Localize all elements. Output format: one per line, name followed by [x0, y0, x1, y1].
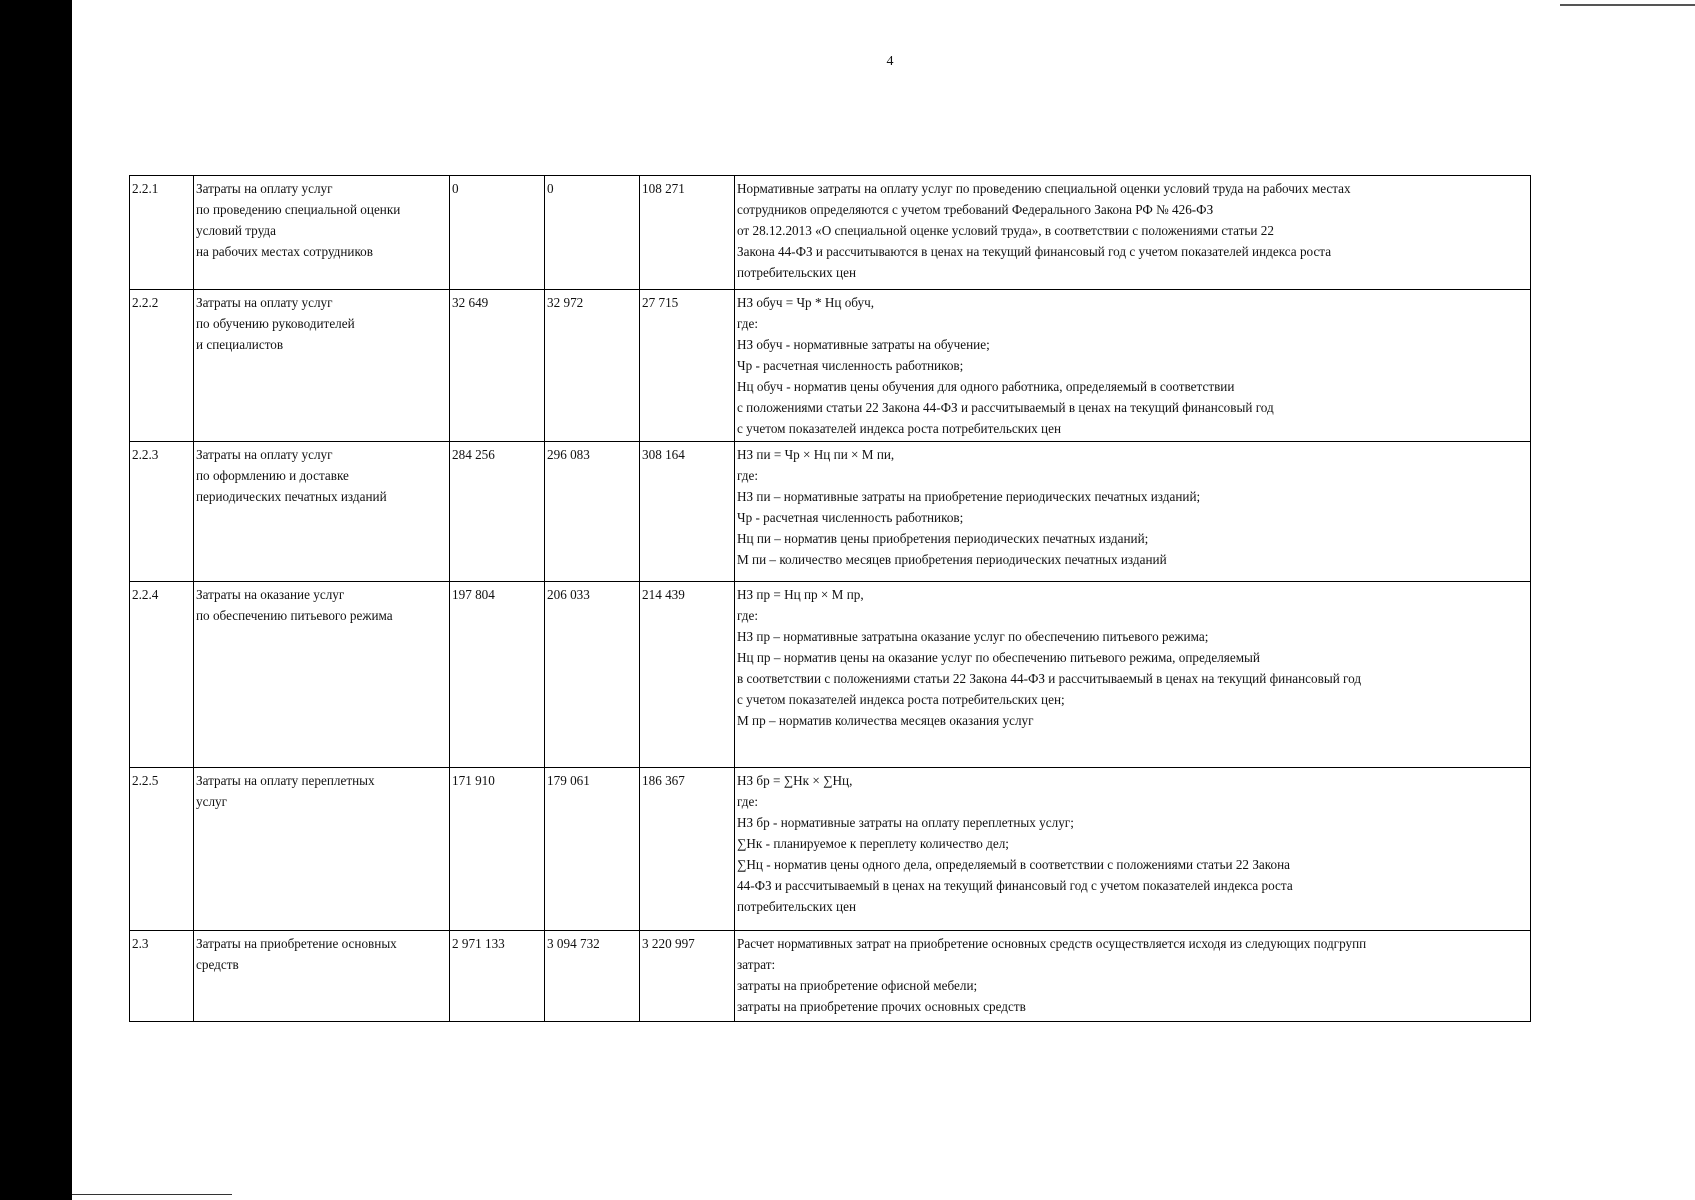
row-description-line: с учетом показателей индекса роста потребительских цен: [737, 421, 1062, 436]
scan-dark-edge: [0, 0, 72, 1200]
row-description-line: М пр – норматив количества месяцев оказания услуг: [737, 713, 1034, 728]
table-row: [130, 931, 1531, 1022]
row-description-line: затраты на приобретение прочих основных средств: [737, 999, 1026, 1014]
row-value-cell-year-3: [640, 176, 735, 290]
row-name-line: Затраты на приобретение основных: [196, 936, 397, 951]
scan-top-mark: [1560, 4, 1695, 6]
row-description-line: Нормативные затраты на оплату услуг по проведению специальной оценки условий труда на рабочих местах: [737, 181, 1351, 196]
row-code-cell: [130, 442, 194, 582]
row-description-line: Чр - расчетная численность работников;: [737, 358, 964, 373]
row-description-line: затраты на приобретение офисной мебели;: [737, 978, 978, 993]
row-code-cell: [130, 931, 194, 1022]
row-name-cell: [194, 768, 450, 931]
row-name-line: по обучению руководителей: [196, 316, 355, 331]
row-description-line: НЗ пи – нормативные затраты на приобретение периодических печатных изданий;: [737, 489, 1201, 504]
row-value: 284 256: [452, 447, 495, 462]
row-value: 32 649: [452, 295, 489, 310]
page-number: 4: [886, 54, 894, 69]
row-value: 197 804: [452, 587, 495, 602]
row-name-line: периодических печатных изданий: [196, 489, 387, 504]
row-value: 171 910: [452, 773, 495, 788]
row-description-line: от 28.12.2013 «О специальной оценке условий труда», в соответствии с положениями статьи 22: [737, 223, 1274, 238]
row-description-line: Чр - расчетная численность работников;: [737, 510, 964, 525]
row-description-line: затрат:: [737, 957, 776, 972]
row-value: 186 367: [642, 773, 685, 788]
row-value-cell-year-3: [640, 442, 735, 582]
row-value: 32 972: [547, 295, 584, 310]
row-name-line: по оформлению и доставке: [196, 468, 349, 483]
row-value: 179 061: [547, 773, 590, 788]
row-description-line: НЗ обуч - нормативные затраты на обучение;: [737, 337, 990, 352]
row-value-cell-year-1: [450, 931, 545, 1022]
row-description-line: НЗ бр - нормативные затраты на оплату переплетных услуг;: [737, 815, 1074, 830]
row-value: 0: [452, 181, 459, 196]
row-value-cell-year-1: [450, 582, 545, 768]
row-description-line: где:: [737, 316, 758, 331]
row-description-line: где:: [737, 608, 758, 623]
row-name-line: Затраты на оплату услуг: [196, 447, 333, 462]
row-value-cell-year-3: [640, 931, 735, 1022]
row-code: 2.2.2: [132, 295, 159, 310]
row-description-cell: [735, 931, 1531, 1022]
row-code: 2.3: [132, 936, 149, 951]
row-name-line: условий труда: [196, 223, 276, 238]
row-code-cell: [130, 768, 194, 931]
table-row: [130, 442, 1531, 582]
row-value: 3 220 997: [642, 936, 695, 951]
row-name-line: Затраты на оплату услуг: [196, 181, 333, 196]
row-description-line: НЗ обуч = Чр * Нц обуч,: [737, 295, 875, 310]
row-name-cell: [194, 931, 450, 1022]
table-row: [130, 290, 1531, 442]
row-name-cell: [194, 582, 450, 768]
row-description-line: НЗ пр – нормативные затратына оказание услуг по обеспечению питьевого режима;: [737, 629, 1209, 644]
row-value: 206 033: [547, 587, 590, 602]
row-description-line: Нц пр – норматив цены на оказание услуг по обеспечению питьевого режима, определяемый: [737, 650, 1260, 665]
row-value-cell-year-1: [450, 768, 545, 931]
row-name-line: Затраты на оказание услуг: [196, 587, 345, 602]
row-name-line: средств: [196, 957, 239, 972]
table-body: [130, 176, 1531, 1022]
row-description-line: НЗ бр = ∑Нк × ∑Нц,: [737, 773, 853, 788]
row-value: 0: [547, 181, 554, 196]
row-value: 27 715: [642, 295, 679, 310]
row-description-line: НЗ пи = Чр × Нц пи × М пи,: [737, 447, 895, 462]
row-value: 296 083: [547, 447, 590, 462]
row-description-cell: [735, 290, 1531, 442]
row-value-cell-year-2: [545, 442, 640, 582]
row-value-cell-year-2: [545, 582, 640, 768]
row-code-cell: [130, 176, 194, 290]
row-description-line: М пи – количество месяцев приобретения периодических печатных изданий: [737, 552, 1167, 567]
table-row: [130, 176, 1531, 290]
row-name-line: услуг: [196, 794, 228, 809]
row-description-cell: [735, 582, 1531, 768]
row-name-line: по проведению специальной оценки: [196, 202, 401, 217]
row-code: 2.2.4: [132, 587, 159, 602]
row-value-cell-year-2: [545, 176, 640, 290]
row-code-cell: [130, 290, 194, 442]
row-value: 3 094 732: [547, 936, 600, 951]
row-description-line: ∑Нц - норматив цены одного дела, определяемый в соответствии с положениями статьи 22 Закона: [737, 857, 1291, 872]
row-description-line: потребительских цен: [737, 265, 857, 280]
row-value: 214 439: [642, 587, 685, 602]
row-value-cell-year-3: [640, 768, 735, 931]
row-code: 2.2.3: [132, 447, 159, 462]
row-value-cell-year-1: [450, 176, 545, 290]
row-code-cell: [130, 582, 194, 768]
row-description-line: с положениями статьи 22 Закона 44-ФЗ и рассчитываемый в ценах на текущий финансовый год: [737, 400, 1274, 415]
row-description-line: в соответствии с положениями статьи 22 Закона 44-ФЗ и рассчитываемый в ценах на текущий финансовый год: [737, 671, 1362, 686]
row-description-line: Закона 44-ФЗ и рассчитываются в ценах на текущий финансовый год с учетом показателей индекса роста: [737, 244, 1332, 259]
row-description-line: где:: [737, 794, 758, 809]
row-value-cell-year-2: [545, 931, 640, 1022]
table-row: [130, 768, 1531, 931]
row-name-cell: [194, 442, 450, 582]
row-value: 308 164: [642, 447, 685, 462]
row-name-line: на рабочих местах сотрудников: [196, 244, 374, 259]
row-description-line: Нц обуч - норматив цены обучения для одного работника, определяемый в соответствии: [737, 379, 1235, 394]
row-name-cell: [194, 290, 450, 442]
row-description-cell: [735, 176, 1531, 290]
row-value-cell-year-1: [450, 442, 545, 582]
row-description-line: 44-ФЗ и рассчитываемый в ценах на текущий финансовый год с учетом показателей индекса роста: [737, 878, 1293, 893]
row-description-line: где:: [737, 468, 758, 483]
row-description-line: Расчет нормативных затрат на приобретение основных средств осуществляется исходя из следующих подгрупп: [737, 936, 1367, 951]
row-description-cell: [735, 442, 1531, 582]
row-value-cell-year-1: [450, 290, 545, 442]
row-value-cell-year-2: [545, 290, 640, 442]
scan-bottom-mark: [72, 1194, 232, 1195]
row-value: 2 971 133: [452, 936, 505, 951]
row-code: 2.2.5: [132, 773, 159, 788]
cost-norms-table: [129, 175, 1531, 1022]
row-description-cell: [735, 768, 1531, 931]
row-name-line: и специалистов: [196, 337, 284, 352]
row-description-line: сотрудников определяются с учетом требований Федерального Закона РФ № 426-ФЗ: [737, 202, 1214, 217]
row-description-line: Нц пи – норматив цены приобретения периодических печатных изданий;: [737, 531, 1149, 546]
row-description-line: ∑Нк - планируемое к переплету количество дел;: [737, 836, 1009, 851]
table-row: [130, 582, 1531, 768]
row-description-line: с учетом показателей индекса роста потребительских цен;: [737, 692, 1065, 707]
row-description-line: потребительских цен: [737, 899, 857, 914]
row-value-cell-year-3: [640, 582, 735, 768]
row-name-line: по обеспечению питьевого режима: [196, 608, 393, 623]
row-name-cell: [194, 176, 450, 290]
row-description-line: НЗ пр = Нц пр × М пр,: [737, 587, 864, 602]
row-name-line: Затраты на оплату переплетных: [196, 773, 375, 788]
row-name-line: Затраты на оплату услуг: [196, 295, 333, 310]
row-code: 2.2.1: [132, 181, 159, 196]
row-value: 108 271: [642, 181, 685, 196]
row-value-cell-year-3: [640, 290, 735, 442]
row-value-cell-year-2: [545, 768, 640, 931]
